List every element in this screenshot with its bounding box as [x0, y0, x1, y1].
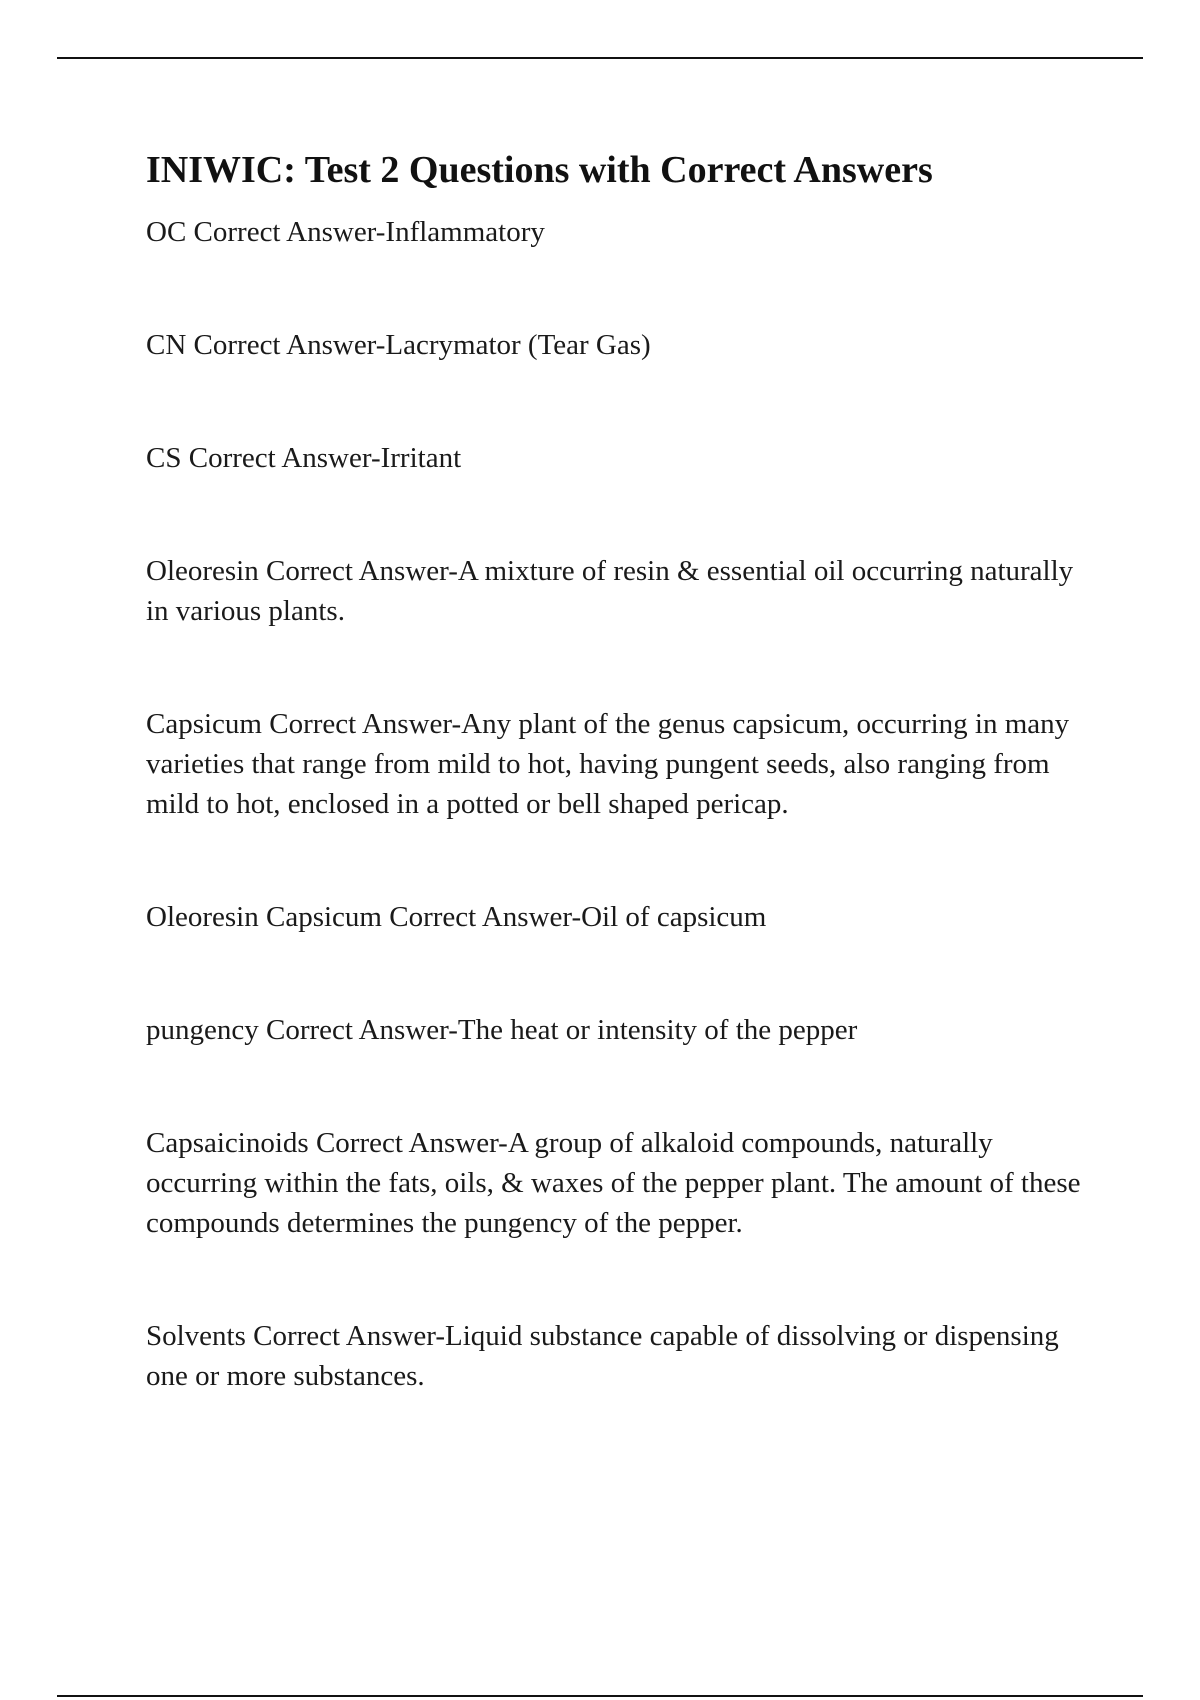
qa-item: pungency Correct Answer-The heat or intensity of the pepper — [146, 1014, 858, 1046]
qa-item: Solvents Correct Answer-Liquid substance capable of dissolving or dispensing one or more substances. — [146, 1320, 1059, 1392]
document-title: INIWIC: Test 2 Questions with Correct Answers — [146, 149, 933, 191]
qa-item: CS Correct Answer-Irritant — [146, 442, 462, 474]
qa-item: Oleoresin Correct Answer-A mixture of resin & essential oil occurring naturally in various plants. — [146, 555, 1074, 627]
qa-item: CN Correct Answer-Lacrymator (Tear Gas) — [146, 329, 651, 361]
document-body — [146, 140, 1096, 1469]
qa-item: Oleoresin Capsicum Correct Answer-Oil of capsicum — [146, 901, 767, 933]
qa-item: Capsicum Correct Answer-Any plant of the genus capsicum, occurring in many varieties that range from mild to hot, having pungent seeds, also ranging from mild to hot, enclosed in a potted or bell shaped pericap. — [146, 708, 1070, 820]
header-rule — [57, 57, 1143, 59]
footer-rule — [57, 1695, 1143, 1697]
qa-item: Capsaicinoids Correct Answer-A group of alkaloid compounds, naturally occurring within the fats, oils, & waxes of the pepper plant. The amount of these compounds determines the pungency of the pepper. — [146, 1127, 1081, 1239]
qa-item: OC Correct Answer-Inflammatory — [146, 216, 545, 248]
